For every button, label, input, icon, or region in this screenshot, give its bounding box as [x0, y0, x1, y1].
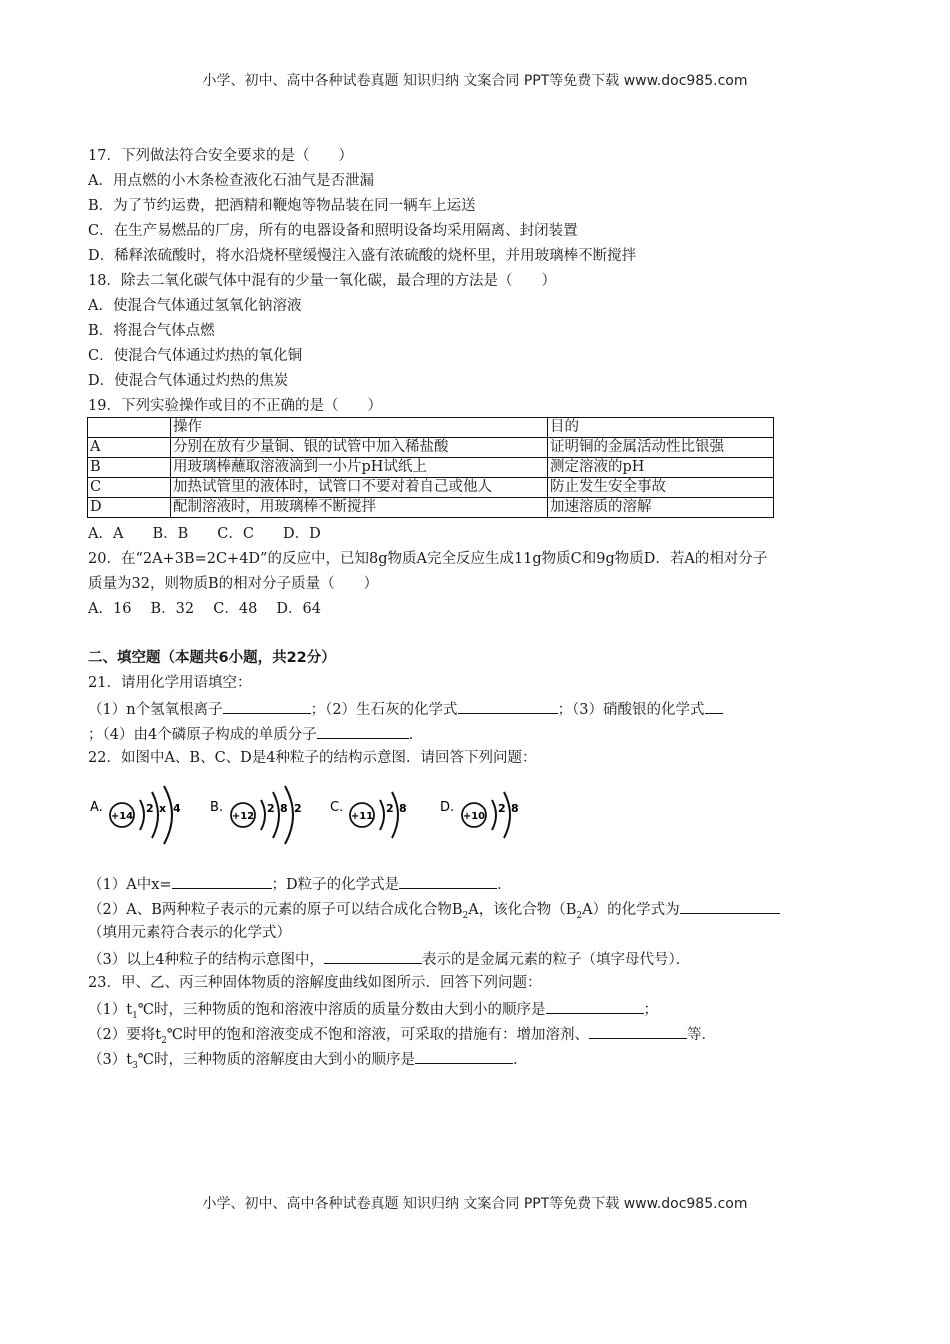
answer-blank[interactable]: [589, 1023, 687, 1039]
q21-part4: ；（4）由4个磷原子构成的单质分子: [88, 727, 317, 743]
table-cell: 证明铜的金属活动性比银强: [548, 438, 774, 458]
q23-sub1-text: ℃时，三种物质的饱和溶液中溶质的质量分数由大到小的顺序是: [137, 1002, 546, 1018]
q23-sub3-text: ．: [513, 1052, 528, 1068]
table-cell: 配制溶液时，用玻璃棒不断搅拌: [171, 498, 548, 518]
shell-electron-count: 2: [386, 802, 394, 815]
electron-shell: [504, 792, 510, 838]
atom-c-diagram: [330, 792, 407, 838]
table-row: [88, 458, 774, 478]
answer-blank[interactable]: [317, 723, 409, 739]
q20-line2: 质量为32，则物质B的相对分子质量（ ）: [88, 576, 379, 592]
q19-stem: 19．下列实验操作或目的不正确的是（ ）: [88, 398, 382, 414]
table-cell: 测定溶液的pH: [548, 458, 774, 478]
table-row: [88, 438, 774, 458]
q17-option-c: C．在生产易燃品的厂房，所有的电器设备和照明设备均采用隔离、封闭装置: [88, 223, 578, 239]
q23-sub3-text: （3）t: [88, 1052, 133, 1068]
q21-part3: ；（3）硝酸银的化学式: [557, 702, 705, 718]
shell-electron-count: 2: [267, 802, 275, 815]
q18-stem: 18．除去二氧化碳气体中混有的少量一氧化碳，最合理的方法是（ ）: [88, 273, 556, 289]
electron-shell: [152, 792, 158, 838]
section-title: 二、填空题（本题共6小题，共22分）: [88, 650, 336, 666]
table-cell: 分别在放有少量铜、银的试管中加入稀盐酸: [171, 438, 548, 458]
q19-choices: A．A B．B C．C D．D: [88, 526, 321, 542]
q22-sub3: [88, 948, 690, 970]
q17-option-b: B．为了节约运费，把酒精和鞭炮等物品装在同一辆车上运送: [88, 198, 476, 214]
answer-blank[interactable]: [705, 698, 723, 714]
q21-part1: （1）n个氢氧根离子: [88, 702, 223, 718]
q22-sub3-text: （3）以上4种粒子的结构示意图中，: [88, 952, 324, 968]
shell-electron-count: 8: [280, 802, 288, 815]
subscript: 2: [161, 1035, 167, 1046]
atom-label: C.: [330, 800, 344, 815]
q20-choices: A．16 B．32 C．48 D．64: [88, 601, 321, 617]
table-cell: C: [88, 478, 171, 498]
q17-option-a: A．用点燃的小木条检查液化石油气是否泄漏: [88, 173, 374, 189]
table-cell: 加热试管里的液体时，试管口不要对着自己或他人: [171, 478, 548, 498]
q21-stem: 21．请用化学用语填空：: [88, 675, 252, 691]
shell-electron-count: 4: [173, 802, 181, 815]
q23-sub3-text: ℃时，三种物质的溶解度由大到小的顺序是: [137, 1052, 416, 1068]
q22-sub1-text: ．: [497, 877, 512, 893]
q22-sub1: [88, 873, 512, 895]
table-cell: 用玻璃棒蘸取溶液滴到一小片pH试纸上: [171, 458, 548, 478]
electron-shell: [140, 800, 144, 830]
q23-sub2-text: （2）要将t: [88, 1027, 162, 1043]
electron-shell: [164, 786, 172, 844]
electron-shell: [285, 786, 293, 844]
nucleus-charge: +14: [110, 811, 134, 822]
atom-a-diagram: [90, 786, 181, 844]
q21-end: ．: [408, 727, 424, 743]
electron-shell: [492, 800, 496, 830]
page-header: 小学、初中、高中各种试卷真题 知识归纳 文案合同 PPT等免费下载 www.doc985.com: [202, 73, 748, 89]
atom-label: D.: [440, 800, 455, 815]
subscript: 1: [132, 1010, 138, 1021]
q22-sub3-text: 表示的是金属元素的粒子（填字母代号）．: [421, 952, 691, 968]
shell-electron-count: 8: [511, 802, 519, 815]
table-header-row: [88, 418, 774, 438]
shell-electron-count: 2: [498, 802, 506, 815]
q22-sub1-text: （1）A中x=: [88, 877, 172, 893]
answer-blank[interactable]: [172, 873, 272, 889]
q22-sub2-text: A，该化合物（B: [468, 902, 577, 918]
atom-structure-diagrams: [88, 782, 548, 862]
q19-table: [87, 417, 774, 518]
answer-blank[interactable]: [324, 948, 422, 964]
q23-stem: 23．甲、乙、丙三种固体物质的溶解度曲线如图所示．回答下列问题：: [88, 975, 542, 991]
table-header-cell: [88, 418, 171, 438]
table-cell: D: [88, 498, 171, 518]
atom-label: B.: [210, 800, 224, 815]
electron-shell: [392, 792, 398, 838]
electron-shell: [273, 792, 279, 838]
q23-sub2-text: 等．: [687, 1027, 717, 1043]
atom-d-diagram: [440, 792, 519, 838]
q23-sub1: [88, 998, 658, 1020]
answer-blank[interactable]: [399, 873, 497, 889]
q22-sub2-text: （2）A、B两种粒子表示的元素的原子可以结合成化合物B: [88, 902, 463, 918]
nucleus-charge: +10: [462, 811, 486, 822]
answer-blank[interactable]: [458, 698, 558, 714]
atom-b-diagram: [210, 786, 302, 844]
answer-blank[interactable]: [415, 1048, 513, 1064]
table-row: [88, 478, 774, 498]
q22-sub1-text: ；D粒子的化学式是: [271, 877, 400, 893]
q22-sub2-note: （填用元素符合表示的化学式）: [88, 925, 291, 941]
table-cell: 加速溶质的溶解: [548, 498, 774, 518]
table-cell: 防止发生安全事故: [548, 478, 774, 498]
q18-option-a: A．使混合气体通过氢氧化钠溶液: [88, 298, 302, 314]
q17-option-d: D．稀释浓硫酸时，将水沿烧杯壁缓慢注入盛有浓硫酸的烧杯里，并用玻璃棒不断搅拌: [88, 248, 637, 264]
q20-line1: 20．在“2A+3B=2C+4D”的反应中，已知8g物质A完全反应生成11g物质C和9g物质D．若A的相对分子: [88, 551, 768, 567]
shell-electron-count: 8: [399, 802, 407, 815]
subscript: 2: [462, 910, 469, 921]
q22-sub2: [88, 898, 780, 920]
q23-sub3: [88, 1048, 528, 1070]
table-row: [88, 498, 774, 518]
page-footer: 小学、初中、高中各种试卷真题 知识归纳 文案合同 PPT等免费下载 www.doc985.com: [202, 1196, 748, 1212]
shell-electron-count: 2: [294, 802, 302, 815]
nucleus-charge: +11: [350, 811, 374, 822]
nucleus-charge: +12: [231, 811, 255, 822]
q18-option-c: C．使混合气体通过灼热的氧化铜: [88, 348, 303, 364]
table-cell: B: [88, 458, 171, 478]
q22-stem: 22．如图中A、B、C、D是4种粒子的结构示意图．请回答下列问题：: [88, 750, 537, 766]
q23-sub1-text: ；: [643, 1002, 659, 1018]
electron-shell: [261, 800, 265, 830]
atom-label: A.: [90, 800, 103, 815]
answer-blank[interactable]: [680, 898, 780, 914]
q21-line2: [88, 723, 423, 745]
answer-blank[interactable]: [546, 998, 644, 1014]
subscript: 2: [576, 910, 583, 921]
table-cell: A: [88, 438, 171, 458]
subscript: 3: [132, 1060, 138, 1071]
shell-electron-count: 2: [146, 802, 154, 815]
q23-sub1-text: （1）t: [88, 1002, 133, 1018]
q23-sub2: [88, 1023, 716, 1045]
table-header-cell: 操作: [171, 418, 548, 438]
shell-electron-count: x: [159, 802, 167, 815]
q21-part2: ；（2）生石灰的化学式: [310, 702, 458, 718]
answer-blank[interactable]: [223, 698, 311, 714]
q17-stem: 17．下列做法符合安全要求的是（ ）: [88, 148, 353, 164]
q22-sub2-text: A）的化学式为: [582, 902, 680, 918]
q23-sub2-text: ℃时甲的饱和溶液变成不饱和溶液，可采取的措施有：增加溶剂、: [166, 1027, 590, 1043]
q21-line1: [88, 698, 723, 720]
table-header-cell: 目的: [548, 418, 774, 438]
q18-option-b: B．将混合气体点燃: [88, 323, 215, 339]
electron-shell: [380, 800, 384, 830]
q18-option-d: D．使混合气体通过灼热的焦炭: [88, 373, 289, 389]
